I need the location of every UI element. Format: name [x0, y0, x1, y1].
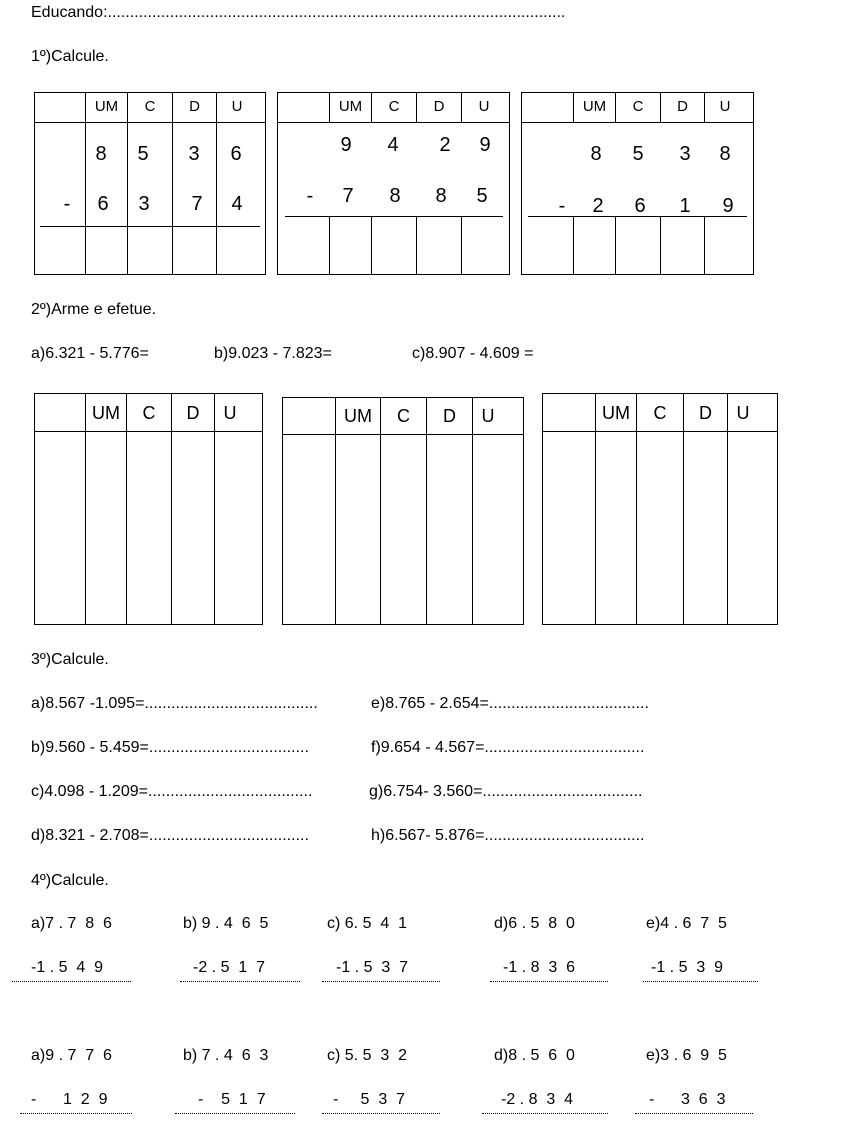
q4-row2-b-bottom: - 5 1 7 — [198, 1091, 266, 1108]
q3-item-a: a)8.567 -1.095=....................................... — [31, 695, 318, 712]
header-c: C — [388, 98, 400, 115]
q4-row1-b-bottom: -2 . 5 1 7 — [193, 959, 266, 976]
digit: 5 — [137, 143, 149, 165]
header-um: UM — [94, 98, 119, 115]
header-um: UM — [344, 406, 372, 426]
digit: 9 — [340, 134, 352, 156]
q4-row2-d-bottom: -2 . 8 3 4 — [501, 1091, 574, 1108]
q3-item-c: c)4.098 - 1.209=..................................... — [31, 783, 313, 800]
digit: 8 — [590, 143, 602, 165]
q3-item-g: g)6.754- 3.560=.................................... — [369, 783, 643, 800]
header-u: U — [481, 406, 495, 426]
q2-item-a: a)6.321 - 5.776= — [31, 345, 149, 362]
digit: 1 — [679, 195, 691, 217]
q4-row2-b-top: b) 7 . 4 6 3 — [183, 1047, 269, 1064]
answer-line[interactable] — [20, 1113, 132, 1114]
header-d: D — [443, 406, 456, 426]
q4-row2-c-top: c) 5. 5 3 2 — [327, 1047, 408, 1064]
header-d: D — [189, 98, 200, 115]
q4-row2-e-top: e)3 . 6 9 5 — [646, 1047, 727, 1064]
answer-line[interactable] — [490, 981, 608, 982]
q4-row1-d-bottom: -1 . 8 3 6 — [503, 959, 576, 976]
q2-item-c: c)8.907 - 4.609 = — [412, 345, 534, 362]
header-u: U — [223, 403, 237, 423]
q4-row2-e-bottom: - 3 6 3 — [649, 1091, 726, 1108]
minus-sign: - — [306, 185, 314, 207]
q4-row1-a-bottom: -1 . 5 4 9 — [31, 959, 104, 976]
question-3-title: 3º)Calcule. — [31, 651, 109, 668]
q4-row1-e-top: e)4 . 6 7 5 — [646, 915, 727, 932]
header-um: UM — [338, 98, 363, 115]
answer-line[interactable] — [322, 1113, 440, 1114]
header-d: D — [677, 98, 688, 115]
q4-row1-e-bottom: -1 . 5 3 9 — [651, 959, 724, 976]
digit: 5 — [476, 185, 488, 207]
digit: 2 — [592, 195, 604, 217]
digit: 4 — [231, 193, 243, 215]
q3-item-d: d)8.321 - 2.708=.................................... — [31, 827, 309, 844]
q4-row2-a-top: a)9 . 7 7 6 — [31, 1047, 112, 1064]
digit: 3 — [188, 143, 200, 165]
q3-item-b: b)9.560 - 5.459=.................................... — [31, 739, 309, 756]
minus-sign: - — [63, 193, 71, 215]
header-c: C — [632, 98, 644, 115]
header-u: U — [719, 98, 731, 115]
q4-row1-d-top: d)6 . 5 8 0 — [494, 915, 575, 932]
digit: 5 — [632, 143, 644, 165]
q4-row1-c-bottom: -1 . 5 3 7 — [336, 959, 409, 976]
q3-item-h: h)6.567- 5.876=.................................... — [371, 827, 645, 844]
question-2-title: 2º)Arme e efetue. — [31, 301, 157, 318]
answer-line[interactable] — [635, 1113, 753, 1114]
digit: 7 — [191, 193, 203, 215]
digit: 4 — [387, 134, 399, 156]
header-c: C — [653, 403, 667, 423]
digit: 9 — [479, 134, 491, 156]
header-d: D — [186, 403, 200, 423]
digit: 8 — [435, 185, 447, 207]
answer-line[interactable] — [322, 981, 440, 982]
student-name-field[interactable]: Educando:....................................................................................................... — [31, 4, 566, 21]
digit: 7 — [342, 185, 354, 207]
answer-line[interactable] — [482, 1113, 608, 1114]
header-c: C — [397, 406, 410, 426]
question-4-title: 4º)Calcule. — [31, 872, 109, 889]
q4-row2-a-bottom: - 1 2 9 — [31, 1091, 108, 1108]
answer-line[interactable] — [175, 1113, 295, 1114]
header-u: U — [478, 98, 490, 115]
digit: 8 — [389, 185, 401, 207]
digit: 6 — [634, 195, 646, 217]
digit: 8 — [719, 143, 731, 165]
digit: 2 — [439, 134, 451, 156]
header-um: UM — [582, 98, 607, 115]
q4-row1-a-top: a)7 . 7 8 6 — [31, 915, 112, 932]
header-um: UM — [602, 403, 630, 423]
header-c: C — [142, 403, 156, 423]
q3-item-f: f)9.654 - 4.567=.................................... — [371, 739, 645, 756]
header-u: U — [231, 98, 243, 115]
digit: 6 — [230, 143, 242, 165]
header-d: D — [699, 403, 712, 423]
header-u: U — [736, 403, 750, 423]
digit: 3 — [138, 193, 150, 215]
answer-line[interactable] — [180, 981, 300, 982]
answer-line[interactable] — [12, 981, 131, 982]
q3-item-e: e)8.765 - 2.654=.................................... — [371, 695, 649, 712]
q4-row2-c-bottom: - 5 3 7 — [333, 1091, 406, 1108]
q2-item-b: b)9.023 - 7.823= — [214, 345, 332, 362]
q4-row1-c-top: c) 6. 5 4 1 — [327, 915, 408, 932]
header-um: UM — [92, 403, 120, 423]
digit: 3 — [679, 143, 691, 165]
header-d: D — [433, 98, 445, 115]
q4-row1-b-top: b) 9 . 4 6 5 — [183, 915, 269, 932]
digit: 8 — [95, 143, 107, 165]
answer-line[interactable] — [643, 981, 758, 982]
minus-sign: - — [558, 195, 566, 217]
digit: 6 — [97, 193, 109, 215]
q4-row2-d-top: d)8 . 5 6 0 — [494, 1047, 575, 1064]
question-1-title: 1º)Calcule. — [31, 48, 109, 65]
header-c: C — [144, 98, 156, 115]
digit: 9 — [722, 195, 734, 217]
